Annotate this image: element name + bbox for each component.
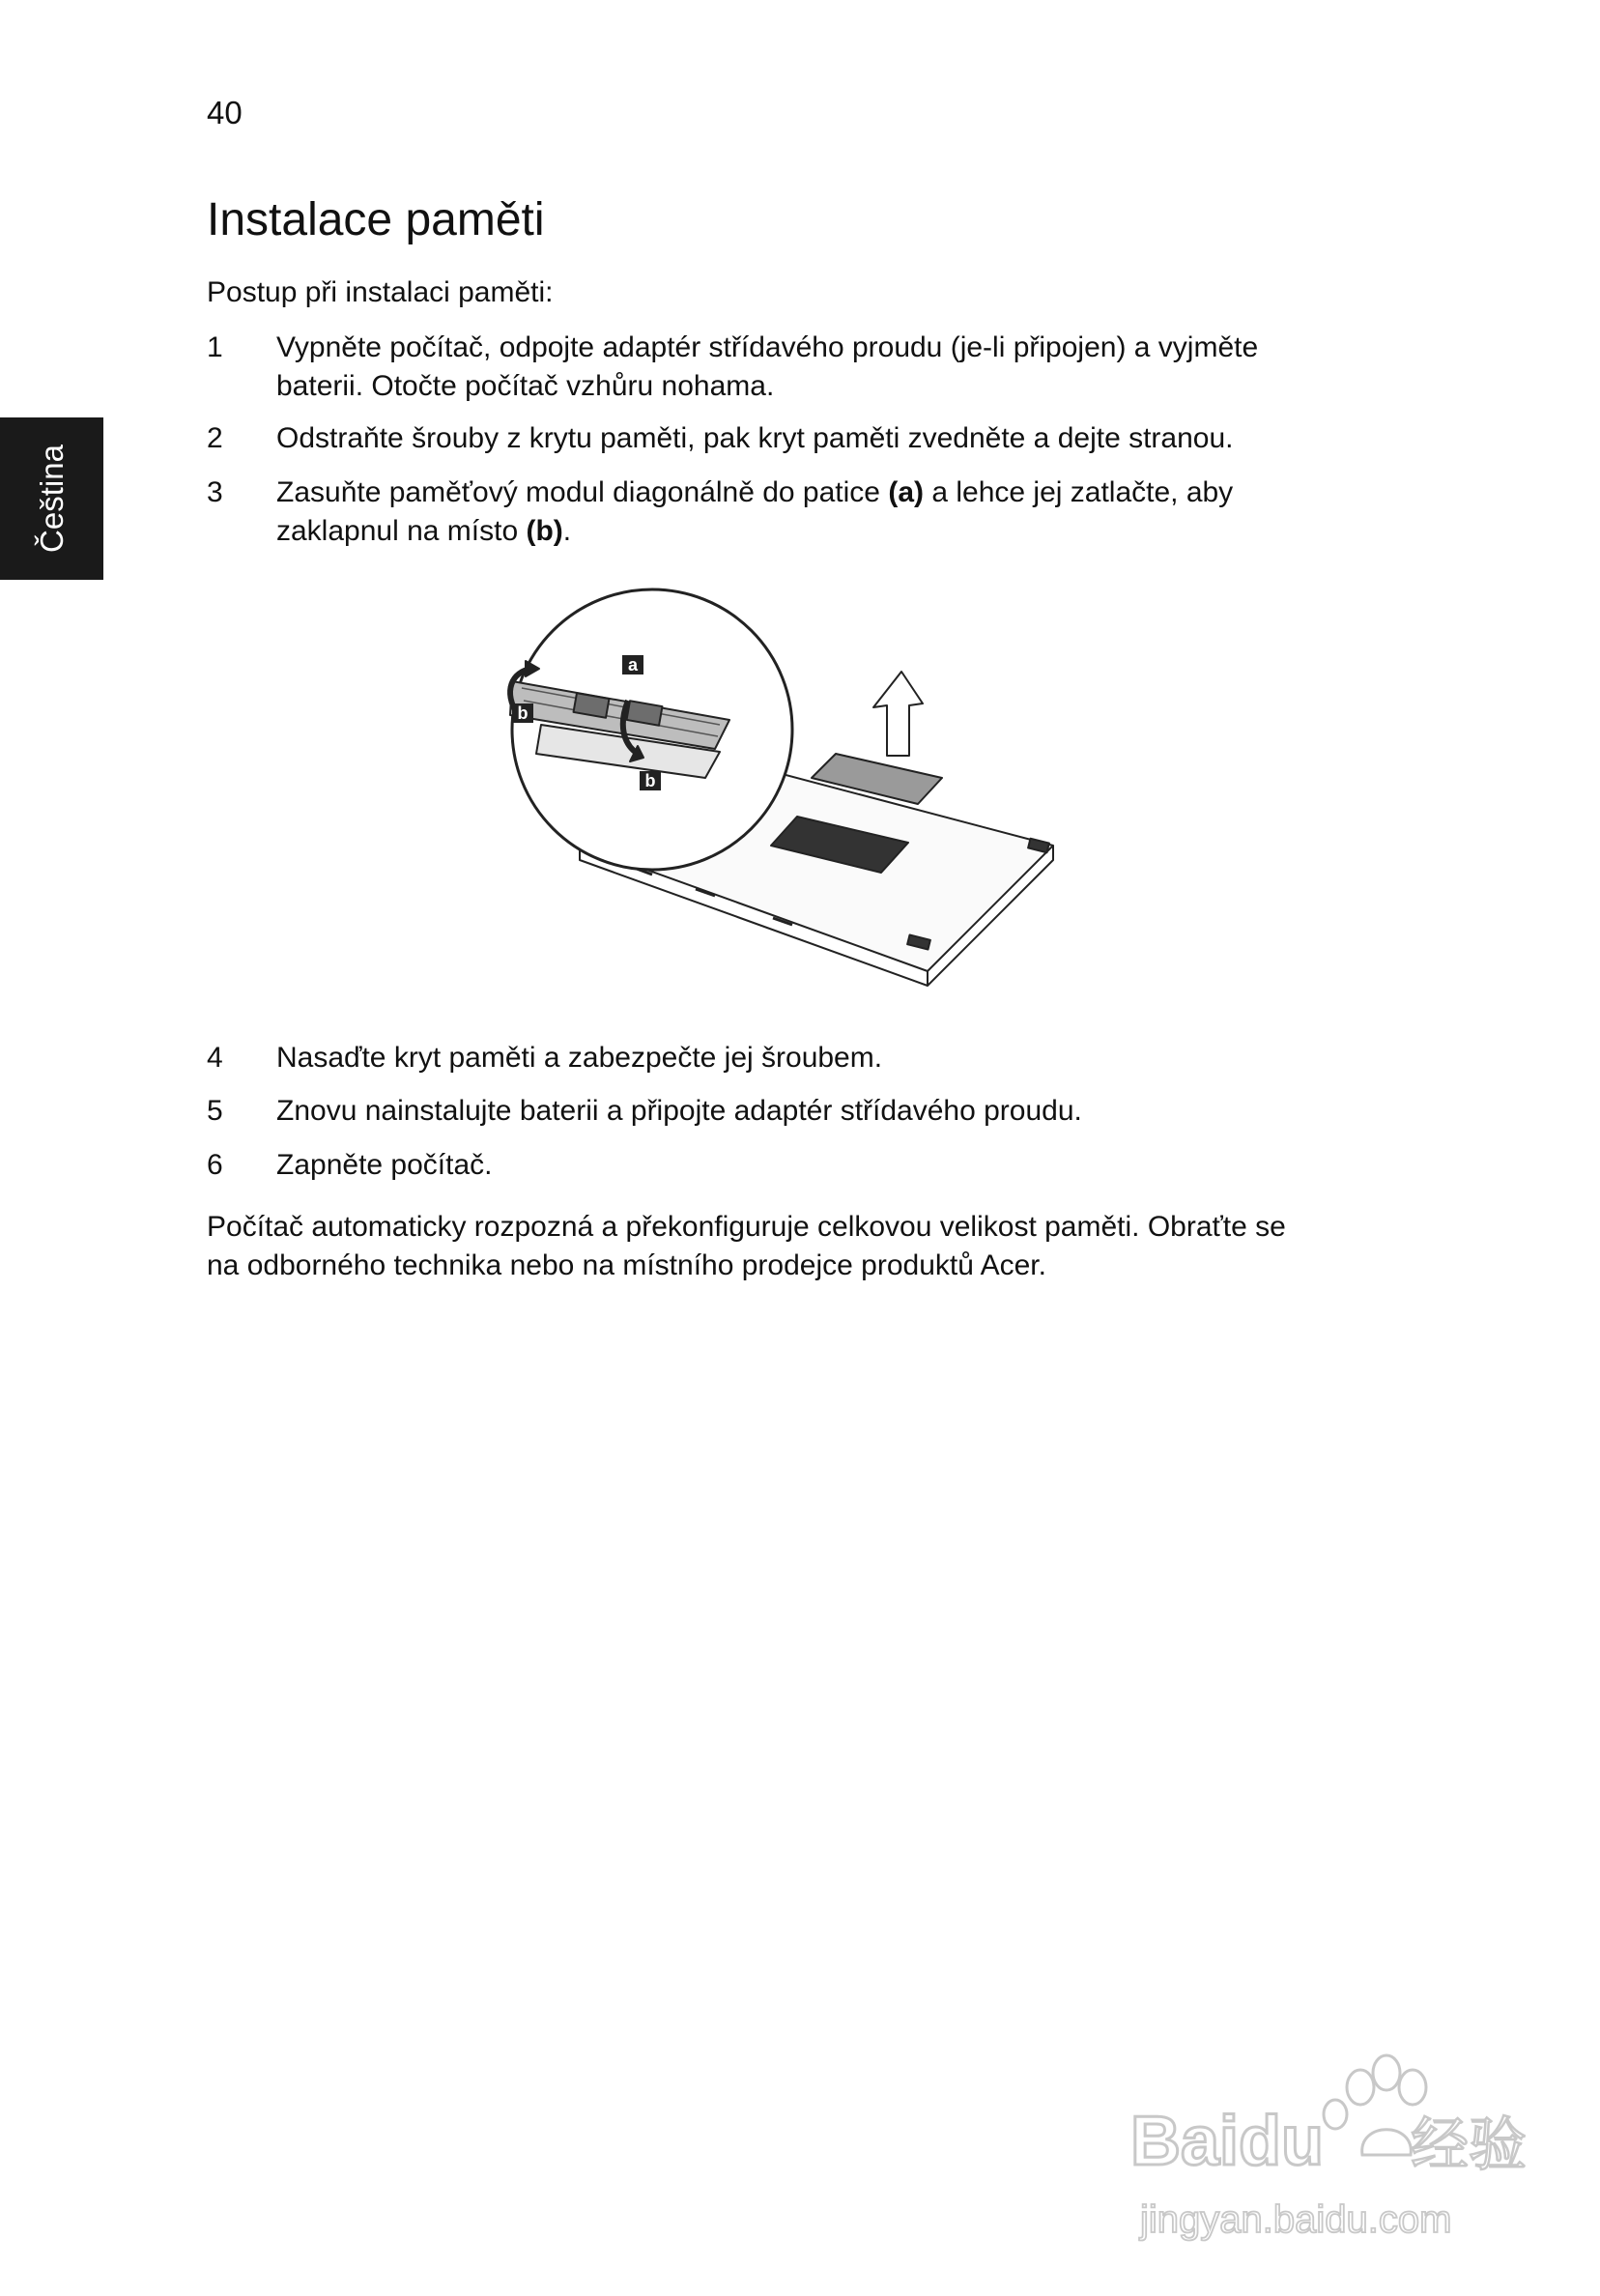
step-number: 4 — [207, 1042, 223, 1074]
step-line: baterii. Otočte počítač vzhůru nohama. — [276, 370, 775, 402]
step-text — [276, 1092, 1368, 1131]
step-number: 6 — [207, 1149, 223, 1181]
step-line: Odstraňte šrouby z krytu paměti, pak kryt paměti zvedněte a dejte stranou. — [276, 422, 1234, 454]
step-line: Zapněte počítač. — [276, 1149, 493, 1181]
side-tab-label: Čeština — [33, 445, 70, 553]
page-title: Instalace paměti — [207, 194, 545, 245]
watermark-cn: 经验 — [1411, 2111, 1527, 2179]
callout-b-bottom — [640, 771, 661, 790]
intro-text: Postup při instalaci paměti: — [207, 276, 554, 308]
callout-label-a: a — [627, 655, 639, 674]
step-number: 5 — [207, 1095, 223, 1127]
callout-ref-b: (b) — [526, 515, 563, 547]
page-number: 40 — [207, 95, 243, 130]
step-text — [276, 1146, 1368, 1185]
callout-label-b: b — [517, 703, 529, 723]
step-number: 1 — [207, 331, 223, 363]
callout-b-left — [512, 703, 533, 723]
callout-label-b: b — [644, 771, 656, 790]
callout-a — [622, 655, 643, 674]
text-run: a lehce jej zatlačte, aby — [924, 476, 1234, 508]
paw-icon — [1347, 2070, 1374, 2105]
step-number: 3 — [207, 476, 223, 508]
callout-ref-a: (a) — [888, 476, 924, 508]
closing-line: na odborného technika nebo na místního prodejce produktů Acer. — [207, 1249, 1046, 1281]
text-run: Zasuňte paměťový modul diagonálně do patice — [276, 476, 889, 508]
watermark-brand: Baidu — [1130, 2103, 1325, 2180]
step-line — [276, 474, 1368, 512]
baidu-watermark-logo — [1121, 2029, 1527, 2252]
step-text — [276, 329, 1368, 406]
text-run: . — [562, 515, 572, 547]
step-line — [276, 512, 1368, 551]
step-text — [276, 474, 1368, 551]
step-text — [276, 419, 1368, 458]
closing-paragraph — [207, 1208, 1366, 1285]
lift-arrow — [873, 672, 923, 756]
step-text — [276, 1039, 1368, 1077]
step-number: 2 — [207, 422, 223, 454]
text-run: zaklapnul na místo — [276, 515, 527, 547]
step-line: Nasaďte kryt paměti a zabezpečte jej šroubem. — [276, 1042, 883, 1074]
step-line: Vypněte počítač, odpojte adaptér střídavého proudu (je-li připojen) a vyjměte — [276, 331, 1259, 363]
watermark-url: jingyan.baidu.com — [1140, 2198, 1452, 2241]
memory-install-illustration — [483, 580, 1082, 1005]
language-side-tab — [0, 417, 103, 580]
closing-line: Počítač automaticky rozpozná a překonfiguruje celkovou velikost paměti. Obraťte se — [207, 1211, 1286, 1243]
step-line: Znovu nainstalujte baterii a připojte adaptér střídavého proudu. — [276, 1095, 1082, 1127]
